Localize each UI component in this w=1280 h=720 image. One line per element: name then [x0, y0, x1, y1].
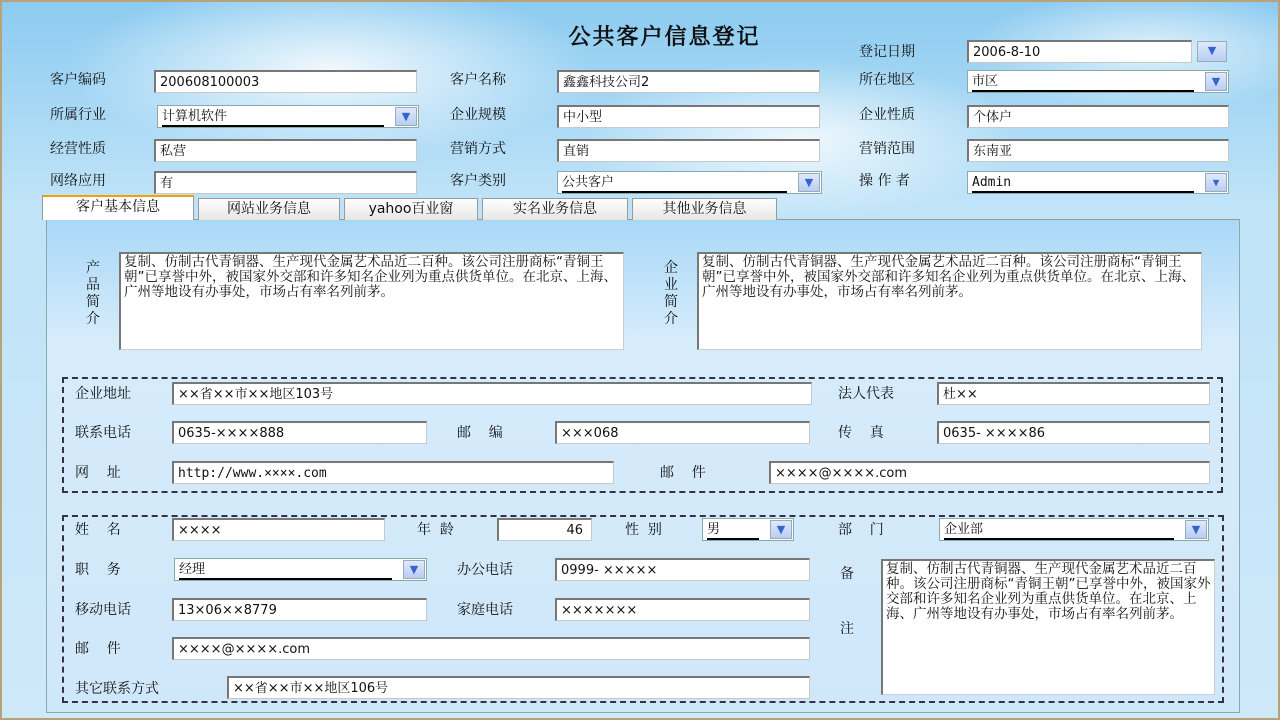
chevron-down-icon[interactable]: ▼	[403, 560, 425, 579]
operator-select[interactable]	[967, 171, 1229, 194]
legal-rep-label: 法人代表	[838, 386, 894, 402]
company-type-label: 企业性质	[859, 107, 915, 123]
product-intro-label: 产品简介	[86, 260, 100, 327]
customer-category-select[interactable]	[557, 171, 822, 194]
website-label: 网 址	[75, 465, 121, 481]
reg-date-label: 登记日期	[859, 44, 915, 60]
mobile-label: 移动电话	[75, 602, 131, 618]
zip-input[interactable]: ×××068	[555, 421, 810, 444]
phone-input[interactable]: 0635-××××888	[172, 421, 427, 444]
position-label: 职 务	[75, 562, 121, 578]
customer-category-label: 客户类别	[450, 173, 506, 189]
region-select[interactable]	[967, 70, 1229, 93]
name-label: 姓 名	[75, 522, 121, 538]
customer-code-label: 客户编码	[50, 72, 106, 88]
dept-value: 企业部	[944, 521, 1174, 540]
customer-name-input[interactable]: 鑫鑫科技公司2	[557, 70, 820, 93]
position-select[interactable]	[174, 558, 427, 581]
office-phone-label: 办公电话	[457, 562, 513, 578]
office-phone-input[interactable]: 0999- ×××××	[555, 558, 810, 581]
customer-name-label: 客户名称	[450, 72, 506, 88]
dept-label: 部 门	[838, 522, 884, 538]
industry-select[interactable]	[157, 105, 419, 128]
company-email-label: 邮 件	[660, 465, 706, 481]
sales-method-input[interactable]: 直销	[557, 139, 820, 162]
network-input[interactable]: 有	[154, 171, 417, 194]
tab-other-info[interactable]: 其他业务信息	[632, 198, 777, 220]
region-label: 所在地区	[859, 72, 915, 88]
customer-category-value: 公共客户	[562, 174, 787, 193]
business-type-input[interactable]: 私营	[154, 139, 417, 162]
gender-value: 男	[707, 521, 759, 540]
address-label: 企业地址	[75, 386, 131, 402]
product-intro-textarea[interactable]: 复制、仿制古代青铜器、生产现代金属艺术品近二百种。该公司注册商标“青铜王朝”已享誉中外，被国家外交部和许多知名企业列为重点供货单位。在北京、上海、广州等地设有办事处，市场占有率名列前茅。	[119, 252, 624, 350]
industry-label: 所属行业	[50, 107, 106, 123]
tab-website-info[interactable]: 网站业务信息	[198, 198, 340, 220]
remark-label-2: 注	[840, 621, 854, 637]
other-contact-input[interactable]: ××省××市××地区106号	[227, 676, 810, 699]
sales-range-input[interactable]: 东南亚	[967, 139, 1229, 162]
contact-email-input[interactable]: ××××@××××.com	[172, 637, 810, 660]
legal-rep-input[interactable]: 杜××	[937, 382, 1210, 405]
zip-label: 邮 编	[457, 425, 503, 441]
operator-label: 操 作 者	[859, 173, 910, 189]
company-type-input[interactable]: 个体户	[967, 105, 1229, 128]
network-label: 网络应用	[50, 173, 106, 189]
age-label: 年 龄	[417, 522, 454, 538]
other-contact-label: 其它联系方式	[75, 681, 159, 697]
sales-method-label: 营销方式	[450, 141, 506, 157]
scale-label: 企业规模	[450, 107, 506, 123]
chevron-down-icon[interactable]: ▼	[1205, 173, 1227, 192]
home-phone-label: 家庭电话	[457, 602, 513, 618]
chevron-down-icon[interactable]: ▼	[1205, 72, 1227, 91]
age-input[interactable]: 46	[497, 518, 592, 541]
gender-select[interactable]	[702, 518, 794, 541]
chevron-down-icon[interactable]: ▼	[1185, 520, 1207, 539]
phone-label: 联系电话	[75, 425, 131, 441]
region-value: 市区	[972, 73, 1194, 92]
business-type-label: 经营性质	[50, 141, 106, 157]
scale-input[interactable]: 中小型	[557, 105, 820, 128]
chevron-down-icon[interactable]: ▼	[1197, 41, 1227, 62]
tab-yahoo[interactable]: yahoo百业窗	[344, 198, 478, 220]
position-value: 经理	[179, 561, 392, 580]
industry-value: 计算机软件	[162, 108, 384, 127]
tab-basic-info[interactable]: 客户基本信息	[42, 195, 194, 220]
tab-realname-info[interactable]: 实名业务信息	[482, 198, 628, 220]
company-intro-textarea[interactable]: 复制、仿制古代青铜器、生产现代金属艺术品近二百种。该公司注册商标“青铜王朝”已享誉中外，被国家外交部和许多知名企业列为重点供货单位。在北京、上海、广州等地设有办事处，市场占有率名列前茅。	[697, 252, 1202, 350]
home-phone-input[interactable]: ×××××××	[555, 598, 810, 621]
sales-range-label: 营销范围	[859, 141, 915, 157]
remark-textarea[interactable]: 复制、仿制古代青铜器、生产现代金属艺术品近二百种。该公司注册商标“青铜王朝”已享誉中外，被国家外交部和许多知名企业列为重点供货单位。在北京、上海、广州等地设有办事处，市场占有率名列前茅。	[881, 559, 1215, 695]
website-input[interactable]: http://www.××××.com	[172, 461, 614, 484]
fax-input[interactable]: 0635- ××××86	[937, 421, 1210, 444]
remark-label: 备	[840, 566, 854, 582]
customer-code-input[interactable]: 200608100003	[154, 70, 417, 93]
company-intro-label: 企业简介	[664, 260, 678, 327]
mobile-input[interactable]: 13×06××8779	[172, 598, 427, 621]
operator-value: Admin	[972, 174, 1194, 193]
name-input[interactable]: ××××	[172, 518, 385, 541]
address-input[interactable]: ××省××市××地区103号	[172, 382, 812, 405]
contact-email-label: 邮 件	[75, 641, 121, 657]
chevron-down-icon[interactable]: ▼	[770, 520, 792, 539]
fax-label: 传 真	[838, 425, 884, 441]
page-title: 公共客户信息登记	[568, 25, 761, 50]
chevron-down-icon[interactable]: ▼	[395, 107, 417, 126]
chevron-down-icon[interactable]: ▼	[798, 173, 820, 192]
reg-date-input[interactable]: 2006-8-10	[967, 40, 1192, 63]
dept-select[interactable]	[939, 518, 1209, 541]
gender-label: 性 别	[625, 522, 662, 538]
company-email-input[interactable]: ××××@××××.com	[769, 461, 1210, 484]
